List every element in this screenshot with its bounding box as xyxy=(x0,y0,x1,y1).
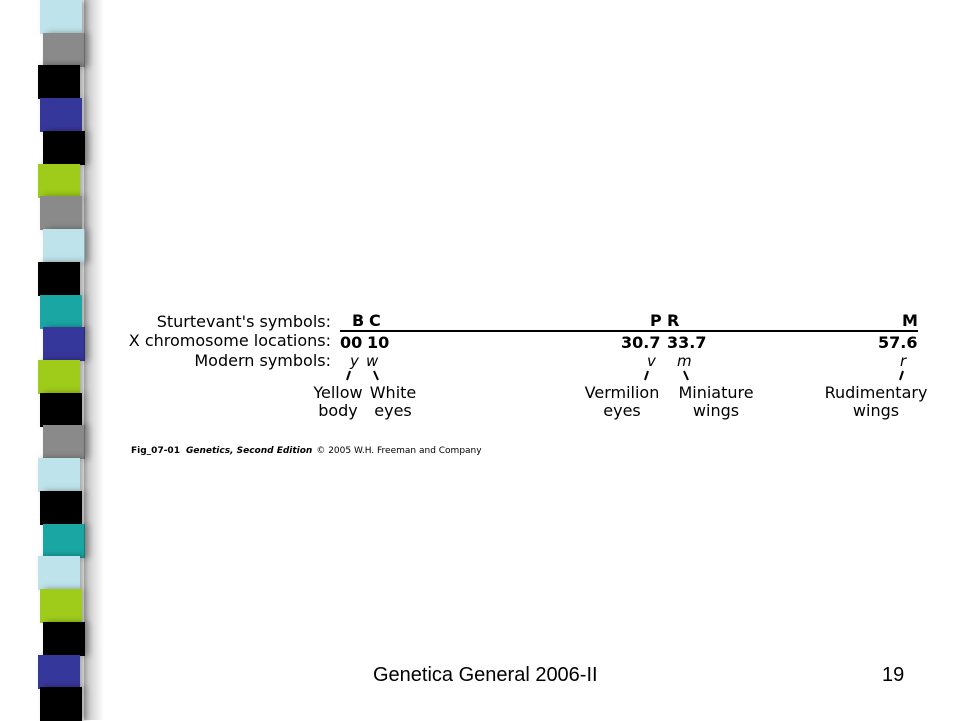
footer-title: Genetica General 2006-II xyxy=(373,664,598,686)
caption-fig-id: Fig_07-01 xyxy=(131,446,180,456)
trait-yellow-line2: body xyxy=(318,401,358,420)
pointer-r xyxy=(900,371,903,380)
trait-vermilion-line2: eyes xyxy=(603,401,641,420)
modern-symbol-w: w xyxy=(366,352,379,370)
pointer-v xyxy=(645,371,648,380)
pointer-w xyxy=(374,371,378,380)
sturtevant-symbol-b: B xyxy=(352,311,365,330)
row-label-sturtevant: Sturtevant's symbols: xyxy=(156,312,331,331)
caption-credit: © 2005 W.H. Freeman and Company xyxy=(316,446,482,456)
trait-rudimentary-line1: Rudimentary xyxy=(824,383,928,402)
modern-symbol-y: y xyxy=(350,352,359,370)
trait-miniature-line2: wings xyxy=(692,401,740,420)
caption-book: Genetics, Second Edition xyxy=(185,446,313,456)
trait-vermilion-line1: Vermilion xyxy=(584,383,660,402)
page-number: 19 xyxy=(882,664,905,686)
modern-symbol-m: m xyxy=(677,352,692,370)
trait-white-line2: eyes xyxy=(374,401,412,420)
sturtevant-symbol-m: M xyxy=(902,311,918,330)
row-label-locations: X chromosome locations: xyxy=(128,331,331,350)
location-c: 10 xyxy=(367,333,390,352)
trait-miniature-line1: Miniature xyxy=(678,383,754,402)
trait-yellow-line1: Yellow xyxy=(313,383,363,402)
location-p: 30.7 xyxy=(621,333,661,352)
trait-white-line1: White xyxy=(369,383,417,402)
sturtevant-symbol-c: C xyxy=(369,311,381,330)
pointer-y xyxy=(347,371,350,380)
modern-symbol-v: v xyxy=(647,352,656,370)
modern-symbol-r: r xyxy=(900,352,907,370)
row-label-modern: Modern symbols: xyxy=(194,351,331,370)
trait-rudimentary-line2: wings xyxy=(852,401,900,420)
location-r: 33.7 xyxy=(667,333,707,352)
sturtevant-symbol-p: P xyxy=(650,311,662,330)
location-b: 00 xyxy=(340,333,363,352)
pointer-m xyxy=(684,371,688,380)
location-m: 57.6 xyxy=(878,333,918,352)
figure-caption xyxy=(131,446,482,456)
sturtevant-symbol-r: R xyxy=(667,311,680,330)
